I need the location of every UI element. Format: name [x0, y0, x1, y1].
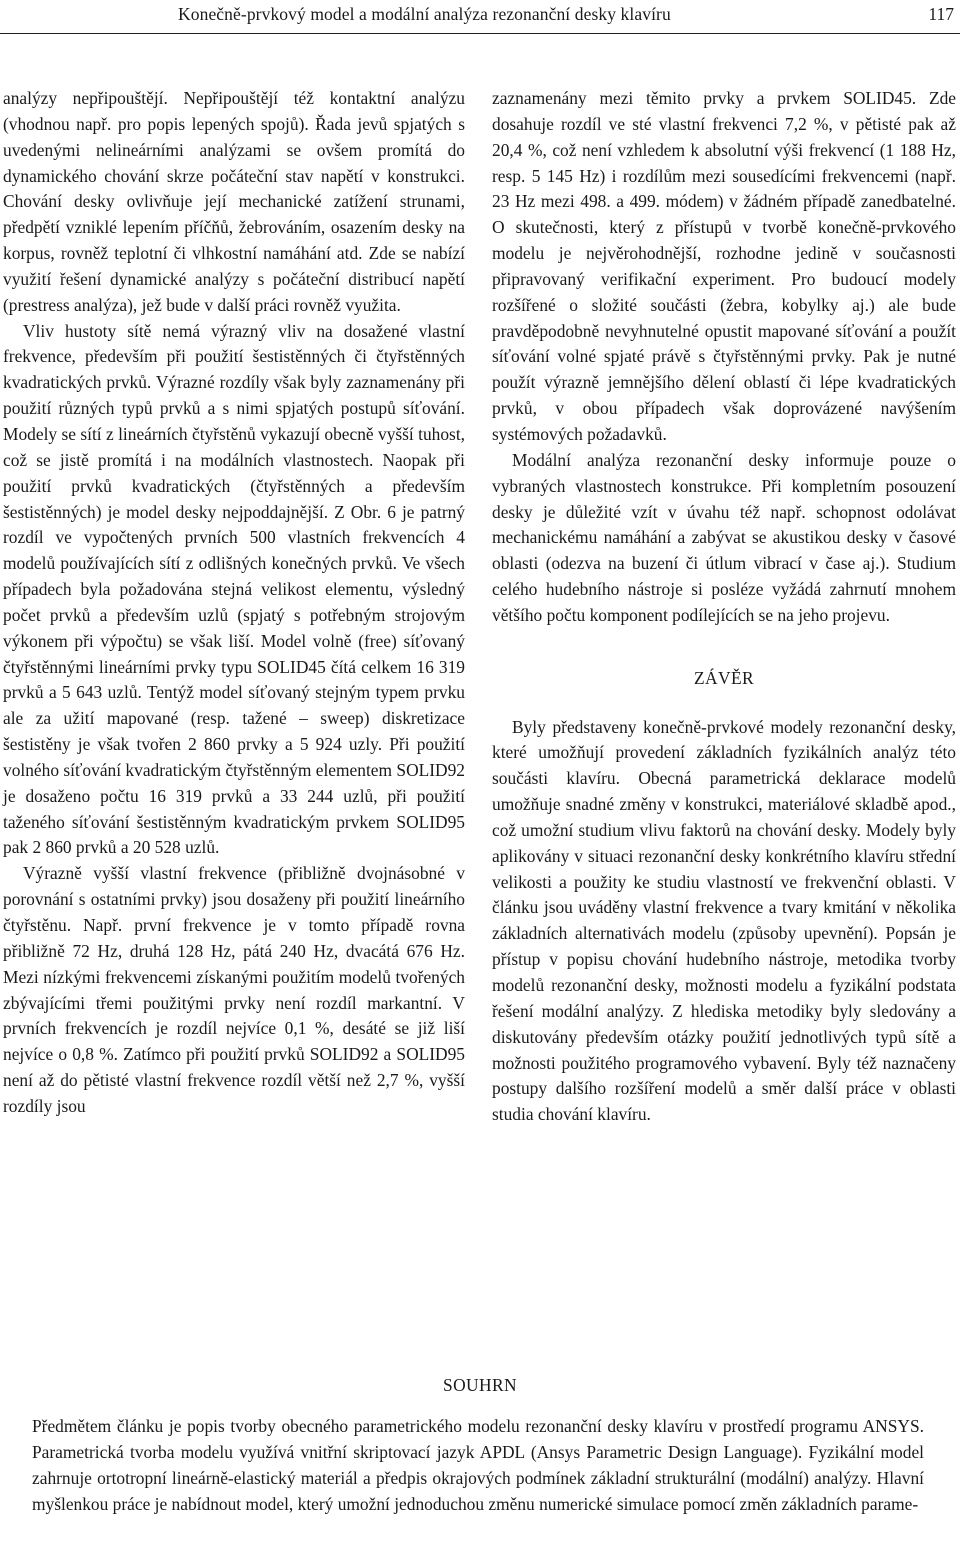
paragraph: zaznamenány mezi těmito prvky a prvkem SOLID45. Zde dosahuje rozdíl ve sté vlastní frekvenci 7,2 %, v pětisté pak až 20,4 %, což není vzhledem k absolutní výši frekvencí (1 188 Hz, resp. 5 145 Hz) i rozdílům mezi sousedícími frekvencemi (např. 23 Hz mezi 498. a 499. módem) v žádném případě zanedbatelné. O skutečnosti, který z přístupů v tvorbě konečně-prvkového modelu je nejvěrohodnější, rozhodne jedině v současnosti připravovaný verifikační experiment. Pro budoucí modely rozšířené o složité součásti (žebra, kobylky aj.) ale bude pravděpodobně nevyhnutelné opustit mapované síťování a použít síťování volné spjaté právě s čtyřstěnnými prvky. Pak je nutné použít výrazně jemnějšího dělení oblastí či lépe kvadratických prvků, v obou případech však doprovázené navýšením systémových požadavků.	[492, 88, 956, 444]
left-column	[3, 86, 465, 1120]
paragraph: Byly představeny konečně-prvkové modely rezonanční desky, které umožňují provedení základních fyzikálních analýz této součásti klavíru. Obecná parametrická deklarace modelů umožňuje snadné změny v konstrukci, materiálové skladbě apod., což umožní studium vlivu faktorů na chování desky. Modely byly aplikovány v situaci rezonanční desky konkrétního klavíru střední velikosti a použity ke studiu vlastností ve frekvenční oblasti. V článku jsou uváděny vlastní frekvence a tvary kmitání v několika základních alternativách modelu (způsoby upevnění). Popsán je přístup v popisu chování hudebního nástroje, metodika tvorby modelů rezonanční desky, možnosti modelu a fyzikální podstata řešení modální analýzy. Z hlediska metodiky byly sledovány a diskutovány především otázky použití jednotlivých typů sítě a možnosti použitého programového vybavení. Byly též naznačeny postupy dalšího rozšíření modelů a směr další práce v oblasti studia chování klavíru.	[492, 716, 956, 1125]
paragraph: Modální analýza rezonanční desky informuje pouze o vybraných vlastnostech konstrukce. Při kompletním posouzení desky je důležité vzít v úvahu též např. schopnost odolávat mechanickému namáhání a zabývat se akustikou desky v časové oblasti (odezva na buzení či útlum vibrací v čase aj.). Studium celého hudebního nástroje si posléze vyžádá zahrnutí mnohem většího počtu komponent podílejících se na jeho projevu.	[492, 449, 956, 625]
running-header-title: Konečně-prvkový model a modální analýza rezonanční desky klavíru	[178, 4, 671, 24]
summary-title: SOUHRN	[443, 1375, 517, 1395]
running-header	[0, 0, 960, 34]
section-title-conclusion: ZÁVĚR	[694, 667, 754, 688]
paragraph: Výrazně vyšší vlastní frekvence (přibližně dvojnásobné v porovnání s ostatními prvky) jsou dosaženy při použití lineárního čtyřstěnu. Např. první frekvence je v tomto případě rovna přibližně 72 Hz, druhá 128 Hz, pátá 240 Hz, dvacátá 676 Hz. Mezi nízkými frekvencemi získanými použitím modelů tvořených zbývajícími třemi použitými prvky není rozdíl markantní. V prvních frekvencích je rozdíl nejvíce 0,1 %, desáté se již liší nejvíce o 0,8 %. Zatímco při použití prvků SOLID92 a SOLID95 není až do pětisté vlastní frekvence rozdíl větší než 2,7 %, vyšší rozdíly jsou	[3, 863, 465, 1116]
summary-block	[32, 1414, 924, 1517]
summary-text: Předmětem článku je popis tvorby obecného parametrického modelu rezonanční desky klavíru v prostředí programu ANSYS. Parametrická tvorba modelu využívá vnitřní skriptovací jazyk APDL (Ansys Parametric Design Language). Fyzikální model zahrnuje ortotropní lineárně-elastický materiál a předpis okrajových podmínek základní strukturální (modální) analýzy. Hlavní myšlenkou práce je nabídnout model, který umožní jednoduchou změnu numerické simulace pomocí změn základních parame-	[32, 1416, 924, 1514]
paragraph: Vliv hustoty sítě nemá výrazný vliv na dosažené vlastní frekvence, především při použití šestistěnných či čtyřstěnných kvadratických prvků. Výrazné rozdíly však byly zaznamenány při použití různých typů prvků a s nimi spjatých postupů síťování. Modely se sítí z lineárních čtyřstěnů vykazují obecně vyšší tuhost, což se jistě promítá i na modálních vlastnostech. Naopak při použití prvků kvadratických (čtyřstěnných a především šestistěnných) je model desky nejpoddajnější. Z Obr. 6 je patrný rozdíl ve vypočtených prvních 500 vlastních frekvencích 4 modelů používajících sítí z odlišných konečných prvků. Ve všech případech byla požadována stejná velikost elementu, výsledný počet prvků a především uzlů (spjatý s potřebným strojovým výkonem při výpočtu) se však liší. Model volně (free) síťovaný čtyřstěnnými lineárními prvky typu SOLID45 čítá celkem 16 319 prvků a 5 643 uzlů. Tentýž model síťovaný stejným typem prvku ale za užití mapované (resp. tažené – sweep) diskretizace šestistěny je však tvořen 2 860 prvky a 5 924 uzly. Při použití volného síťování kvadratickým čtyřstěnným elementem SOLID92 je dosaženo počtu 16 319 prvků a 33 244 uzlů, při použití taženého síťování šestistěnným kvadratickým prvkem SOLID95 pak 2 860 prvků a 20 528 uzlů.	[3, 320, 465, 858]
paragraph: analýzy nepřipouštějí. Nepřipouštějí též kontaktní analýzu (vhodnou např. pro popis lepených spojů). Řada jevů spjatých s uvedenými nelineárními analýzami se ovšem promítá do dynamického chování skrze počáteční stav napětí v konstrukci. Chování desky ovlivňuje její mechanické zatížení strunami, předpětí vzniklé lepením příčňů, žebrováním, osazením desky na korpus, rovněž teplotní či vlhkostní namáhání atd. Zde se nabízí využití řešení dynamické analýzy s počáteční distribucí napětí (prestress analýza), jež bude v další práci rovněž využita.	[3, 88, 465, 315]
page-number: 117	[928, 4, 954, 24]
right-column	[492, 86, 956, 1128]
